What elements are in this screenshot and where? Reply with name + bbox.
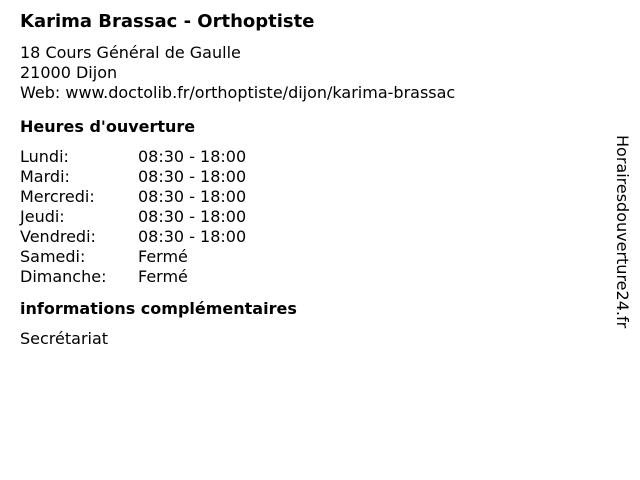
opening-hours-heading: Heures d'ouverture: [20, 117, 196, 136]
hours-row-sunday: [20, 267, 600, 287]
website-text: Web: www.doctolib.fr/orthoptiste/dijon/karima-brassac: [20, 83, 456, 102]
hours-row-monday: [20, 147, 600, 167]
hours-value: 08:30 - 18:00: [138, 207, 247, 226]
street-address: 18 Cours Général de Gaulle: [20, 43, 241, 62]
hours-row-tuesday: [20, 167, 600, 187]
address-block: [20, 43, 600, 103]
additional-info-text: Secrétariat: [20, 329, 109, 348]
hours-value: 08:30 - 18:00: [138, 187, 247, 206]
hours-value: Fermé: [138, 267, 188, 286]
hours-row-saturday: [20, 247, 600, 267]
hours-value: 08:30 - 18:00: [138, 147, 247, 166]
business-card: [20, 9, 600, 349]
city-postcode: 21000 Dijon: [20, 63, 118, 82]
day-label: Mercredi:: [20, 187, 95, 206]
hours-value: 08:30 - 18:00: [138, 227, 247, 246]
hours-row-thursday: [20, 207, 600, 227]
business-title: Karima Brassac - Orthoptiste: [20, 11, 315, 32]
hours-value: Fermé: [138, 247, 188, 266]
hours-row-wednesday: [20, 187, 600, 207]
day-label: Vendredi:: [20, 227, 96, 246]
day-label: Lundi:: [20, 147, 69, 166]
day-label: Jeudi:: [20, 207, 65, 226]
day-label: Samedi:: [20, 247, 86, 266]
brand-watermark: Horairesdouverture24.fr: [613, 135, 632, 329]
additional-info-heading: informations complémentaires: [20, 299, 297, 318]
opening-hours-table: [20, 147, 600, 287]
hours-row-friday: [20, 227, 600, 247]
day-label: Dimanche:: [20, 267, 107, 286]
day-label: Mardi:: [20, 167, 70, 186]
hours-value: 08:30 - 18:00: [138, 167, 247, 186]
